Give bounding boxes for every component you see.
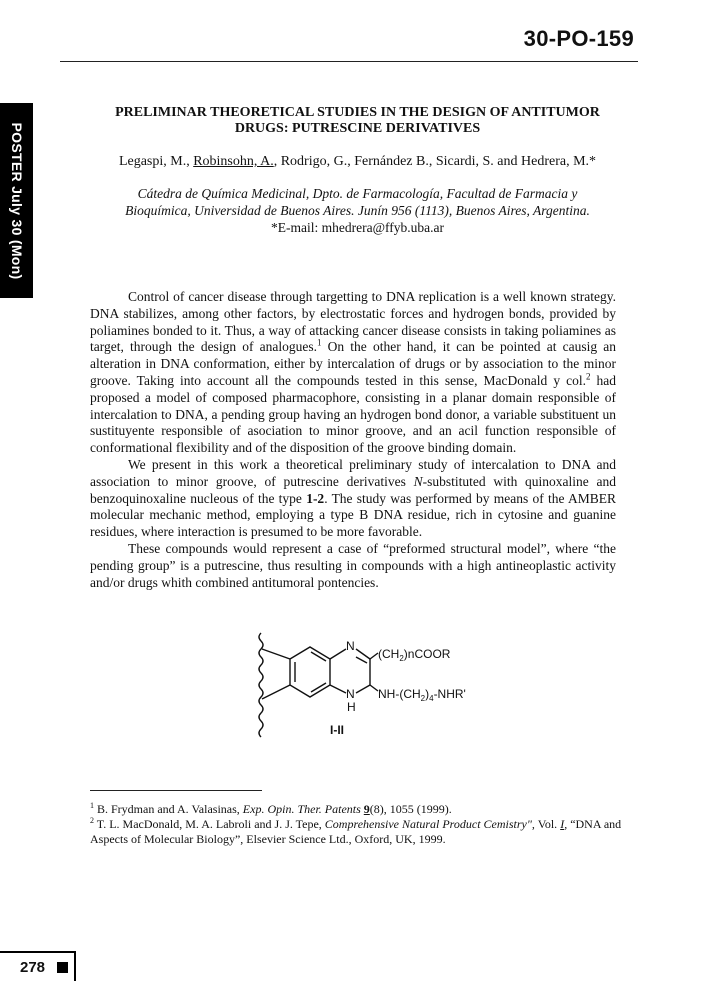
substituent-top: $(CH_2)nCOOR$ xyxy=(378,647,451,663)
footnote-2-volume: I xyxy=(560,817,565,831)
affiliation-line-1: Cátedra de Química Medicinal, Dpto. de Farmacología, Facultad de Farmacia y xyxy=(137,186,578,201)
p1-text-a: Control of cancer disease through targetting to DNA replication is a well known strategy. DNA stabilizes, among other factors, by electrostatic forces and hydrogen bonds, provided by poliamines bonded to it. Thus, a way of attacking cancer disease consists in taking poliamines as target, through the design of analogues. xyxy=(90,289,616,355)
hydrogen-label: H xyxy=(347,700,356,714)
ref-marker-2: 2 xyxy=(585,371,591,382)
chemical-structure xyxy=(250,627,480,742)
footnote-2-num: 2 xyxy=(90,816,94,825)
footnote-1-volume: 9 xyxy=(363,802,370,816)
affiliation-line-2: Bioquímica, Universidad de Buenos Aires. Junín 956 (1113), Buenos Aires, Argentina. xyxy=(125,203,590,218)
footnote-rule xyxy=(90,790,262,791)
affiliation xyxy=(70,185,645,236)
author-part-3: , Rodrigo, G., Fernández B., Sicardi, S. and Hedrera, M.* xyxy=(273,154,597,169)
author-part-1: Legaspi, M., xyxy=(118,154,194,169)
footnote-2-text-b: Vol. xyxy=(534,817,561,831)
p2-text-b: -substituted with quinoxaline and benzoquinoxaline nucleous of the type xyxy=(90,473,616,506)
p2-text-a: We present in this work a theoretical preliminary study of intercalation to DNA and association to minor groove, of putrescine derivatives xyxy=(90,456,616,489)
poster-code: 30-PO-159 xyxy=(523,26,634,51)
title-line-2: DRUGS: PUTRESCINE DERIVATIVES xyxy=(234,121,481,136)
page-number-box xyxy=(0,951,76,981)
title-line-1: PRELIMINAR THEORETICAL STUDIES IN THE DESIGN OF ANTITUMOR xyxy=(115,105,600,120)
paragraph-2 xyxy=(90,457,616,541)
paragraph-1 xyxy=(90,289,616,457)
paragraph-3: These compounds would represent a case of “preformed structural model”, where “the pending group” is a putrescine, thus resulting in compounds with a high antineoplastic activity and/or drugs whith combined antitumoral pontencies. xyxy=(90,540,616,590)
contact-email: *E-mail: mhedrera@ffyb.uba.ar xyxy=(271,220,444,235)
footnote-2 xyxy=(90,814,630,846)
paper-title xyxy=(70,105,645,137)
p1-text-b: On the other hand, it can be pointed at causig an alteration in DNA conformation, either by intercalation of drugs or by association to the minor groove. Taking into account all the compounds tested in this sense, MacDonald y col. xyxy=(90,339,616,388)
footnote-2-text-a: T. L. MacDonald, M. A. Labroli and J. J. Tepe, xyxy=(94,817,325,831)
side-tab xyxy=(0,103,33,298)
p1-text-c: had proposed a model of composed pharmacophore, consisting in a planar domain responsible of intercalation to DNA, a pending group having an hydrogen bond donor, a variable substituent un sustituyente responsible of asociation to minor groove, and an acil function responsible of conformational flexibility and of the disposition of the groove binding domain. xyxy=(90,372,616,456)
footnote-1-text-b: (8), 1055 (1999). xyxy=(369,802,452,816)
benzene-ring xyxy=(290,647,330,697)
p2-text-c: . The study was performed by means of the AMBER molecular mechanic method, employing a type B DNA residue, rich in cytosine and guanine residues, where interaction is presumed to be more favorable. xyxy=(90,490,616,540)
nitrogen-top: N xyxy=(346,639,355,653)
page-number: 278 xyxy=(20,959,46,976)
p2-italic-n: N xyxy=(413,473,423,489)
page-marker-square xyxy=(57,962,68,973)
footnote-2-book: Comprehensive Natural Product Cemistry", xyxy=(324,817,535,831)
side-tab-label: POSTER July 30 (Mon) xyxy=(8,122,25,279)
structure-label: I-II xyxy=(330,723,344,737)
footnote-2-text-c: , “DNA and Aspects of Molecular Biology”, Elsevier Science Ltd., Oxford, UK, 1999. xyxy=(90,817,622,846)
substituent-bottom: $NH-(CH_2)_4-NHR'$ xyxy=(378,687,466,703)
abstract-body xyxy=(90,289,616,591)
footnote-1-num: 1 xyxy=(90,801,94,810)
header-rule xyxy=(60,61,638,62)
ref-marker-1: 1 xyxy=(316,337,322,348)
footnote-1-text-a: B. Frydman and A. Valasinas, xyxy=(94,802,243,816)
footnote-1-journal: Exp. Opin. Ther. Patents xyxy=(242,802,364,816)
presenting-author: Robinsohn, A. xyxy=(193,154,274,169)
author-list xyxy=(70,153,645,170)
p2-type: 1-2 xyxy=(306,490,325,506)
nitrogen-bottom: N xyxy=(346,687,355,701)
